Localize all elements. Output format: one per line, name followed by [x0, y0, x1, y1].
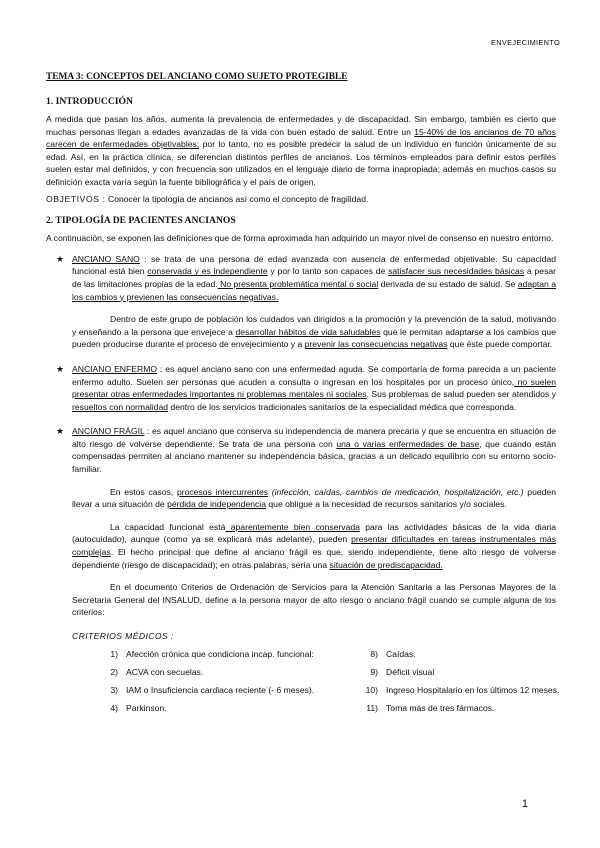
objetivos-line: OBJETIVOS : Conocer la tipología de ancianos así como el concepto de fragilidad.: [46, 193, 369, 204]
section-heading-introduccion: 1. INTRODUCCIÓN: [46, 96, 133, 107]
document-body: [46, 72, 560, 715]
fragil-procesos-paragraph: En estos casos, procesos intercurrentes (infección, caídas, cambios de medicación, hospitalización, etc.) pueden llevar a una situación de pérdida de independencia que obligue a la necesidad de recursos sanitarios y/o sociales.: [72, 486, 556, 510]
criterios-list: [92, 647, 560, 715]
document-title: TEMA 3: CONCEPTOS DEL ANCIANO COMO SUJETO PROTEGIBLE: [46, 72, 348, 82]
fragil-capacidad-paragraph: La capacidad funcional está aparentemente bien conservada para las actividades básicas de la vida diaria (autocuidado), aunque (como ya se explicará más adelante), pueden presentar dificultades en tareas instrumentales más complejas. El hecho principal que define al anciano frágil es que, siendo independiente, tiene alto riesgo de volverse dependiente (riesgo de discapacidad); en otras palabras, sería una situación de prediscapacidad.: [72, 521, 556, 570]
list-item: 8) Caídas.: [370, 649, 416, 659]
bullet-anciano-fragil: ★ ANCIANO FRÁGIL : es aquel anciano que conserva su independencia de manera precaria y que se encuentra en situación de alto riesgo de volverse dependiente. Se trata de una persona con una o varias enfermedades de base, que cuando están compensadas permiten al anciano mantener su independencia básica, gracias a un delicado equilibrio con su entorno socio-familiar.: [56, 426, 556, 475]
intro-paragraph: A medida que pasan los años, aumenta la prevalencia de enfermedades y de discapacidad. Sin embargo, también es cierto que muchas personas llegan a edades avanzadas de la vida con buen estado de salud. Entre un 15-40% de los ancianos de 70 años carecen de enfermedades objetivables; por lo tanto, no es posible predecir la salud de un individuo en función únicamente de su edad. Así, en la práctica clínica, se diferencian distintos perfiles de ancianos. Los términos empleados para definir estos perfiles suelen estar mal definidos, y con frecuencia son utilizados en el lenguaje diario de forma inapropiada; además en muchos casos su definición exacta varía según la fuente bibliográfica y el país de origen.: [46, 114, 556, 187]
list-item: 9) Déficit visual: [370, 667, 435, 677]
section-heading-tipologia: 2. TIPOLOGÍA DE PACIENTES ANCIANOS: [46, 215, 236, 227]
list-item: 11) Toma más de tres fármacos.: [366, 703, 495, 713]
page-number: 1: [521, 798, 528, 810]
list-item: 3) IAM o Insuficiencia cardiaca reciente (- 6 meses).: [110, 685, 315, 695]
sano-cuidados-paragraph: Dentro de este grupo de población los cuidados van dirigidos a la promoción y la prevención de la salud, motivando y enseñando a la persona que envejece a desarrollar hábitos de vida saludables que le permitan adaptarse a los cambios que pueden producirse durante el proceso de envejecimiento y a prevenir las consecuencias negativas que éste puede comportar.: [72, 314, 556, 350]
fragil-insalud-paragraph: En el documento Criterios de Ordenación de Servicios para la Atención Sanitaria a las Personas Mayores de la Secretaria General del INSALUD, define a la persona mayor de alto riesgo o anciano frágil cuando se cumple alguna de los criterios:: [72, 582, 556, 618]
list-item: 1) Afección crónica que condiciona incap. funcional:: [110, 649, 314, 659]
list-item: 4) Parkinson.: [110, 703, 167, 713]
bullet-anciano-enfermo: ★ ANCIANO ENFERMO : es aquel anciano sano con una enfermedad aguda. Se comportaría de forma parecida a un paciente enfermo adulto. Suelen ser personas que acuden a consulta o ingresan en los hospitales por un proceso único, no suelen presentar otras enfermedades importantes ni problemas mentales ni sociales. Sus problemas de salud pueden ser atendidos y resueltos con normalidad dentro de los servicios tradicionales sanitarios de la especialidad médica que corresponda.: [56, 363, 556, 412]
criterios-medicos-title: CRITERIOS MÉDICOS :: [72, 631, 174, 641]
list-item: 10) Ingreso Hospitalario en los últimos 12 meses.: [365, 685, 560, 695]
star-bullet-icon: ★: [56, 363, 65, 374]
list-item: 2) ACVA con secuelas.: [110, 667, 204, 677]
running-header: ENVEJECIMIENTO: [491, 38, 560, 47]
star-bullet-icon: ★: [56, 253, 65, 264]
bullet-anciano-sano: ★ ANCIANO SANO : se trata de una persona de edad avanzada con ausencia de enfermedad objetivable. Su capacidad funcional está bien conservada y es independiente y por lo tanto son capaces de satisfacer sus necesidades básicas a pesar de las limitaciones propias de la edad. No presenta problemática mental o social derivada de su estado de salud. Se adaptan a los cambios y previenen las consecuencias negativas.: [56, 253, 557, 302]
star-bullet-icon: ★: [56, 426, 65, 437]
tipologia-intro: A continuación, se exponen las definiciones que de forma aproximada han adquirido un mayor nivel de consenso en nuestro entorno.: [46, 233, 554, 244]
